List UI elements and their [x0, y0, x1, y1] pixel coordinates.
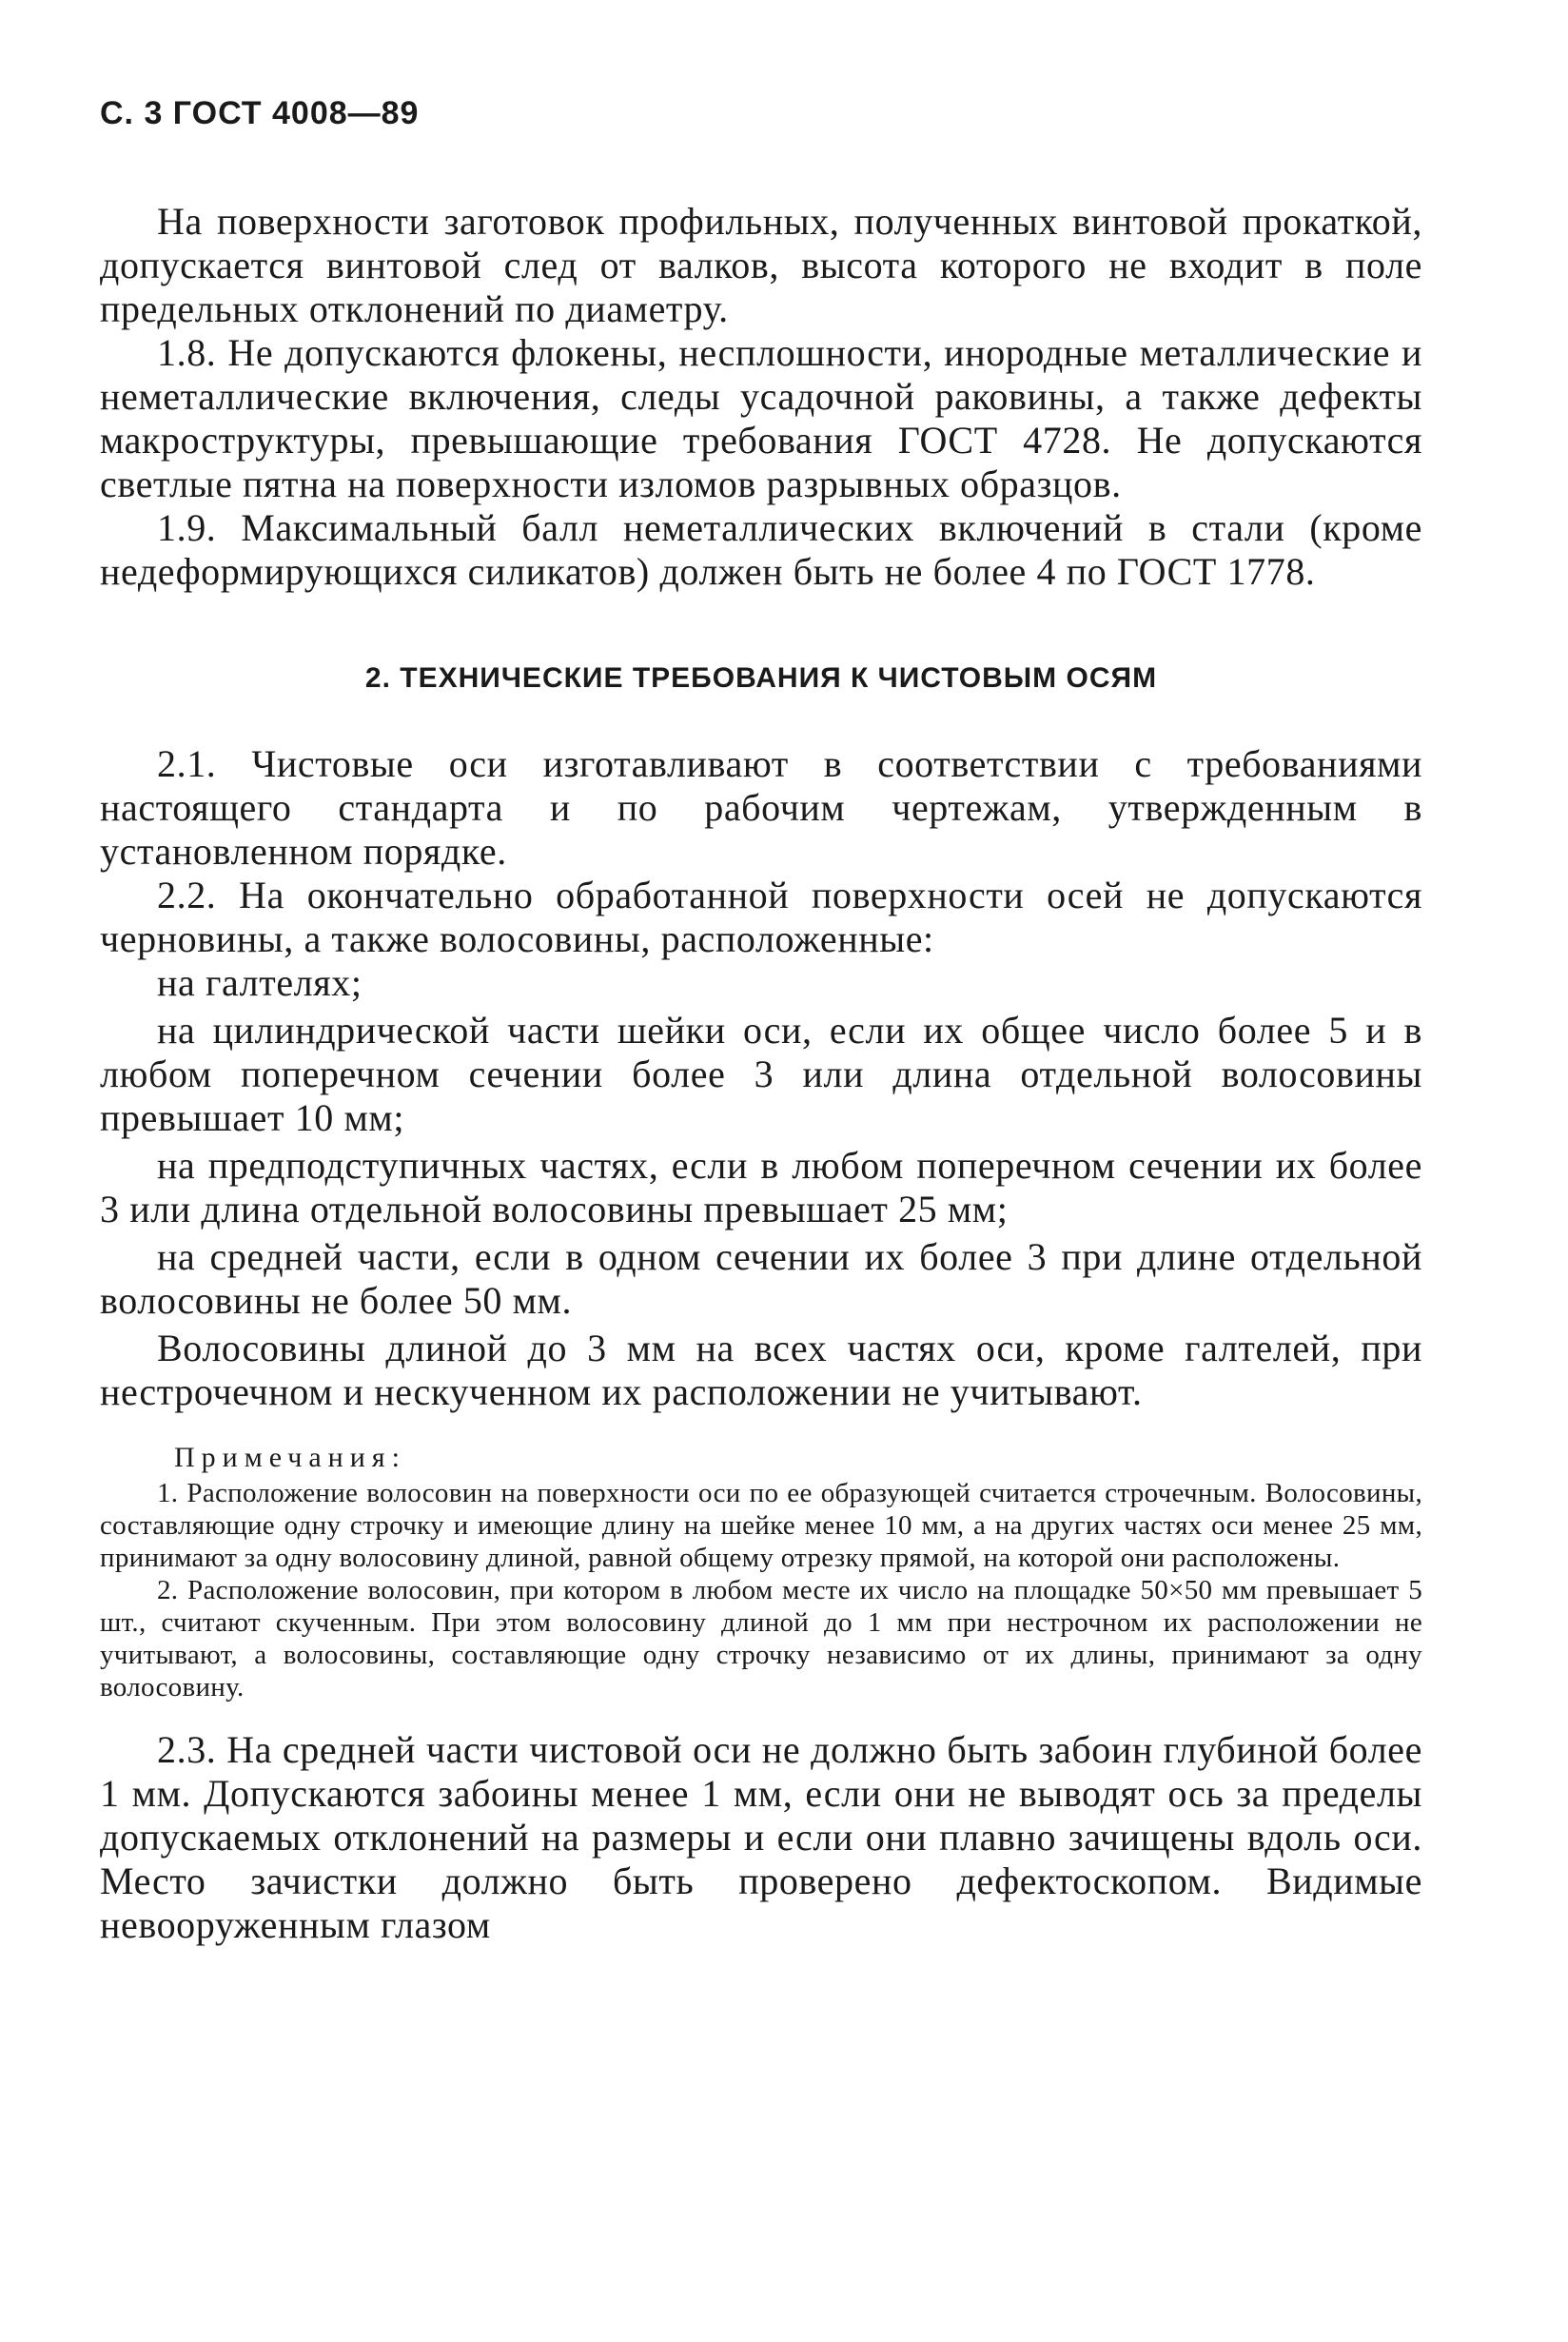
notes-title: Примечания: [174, 1442, 406, 1473]
intro-paragraph: На поверхности заготовок профильных, полученных винтовой прокаткой, допускается винтовой след от валков, высота которого не входит в поле предельных отклонений по диаметру. [100, 200, 1422, 330]
clause-2-2-item: на средней части, если в одном сечении их более 3 при длине отдельной волосовины не более 50 мм. [100, 1235, 1422, 1322]
clause-2-1: 2.1. Чистовые оси изготавливают в соответствии с требованиями настоящего стандарта и по рабочим чертежам, утвержденным в установленном порядке. [100, 742, 1422, 873]
section-2-title: 2. ТЕХНИЧЕСКИЕ ТРЕБОВАНИЯ К ЧИСТОВЫМ ОСЯМ [364, 662, 1158, 694]
clause-2-3: 2.3. На средней части чистовой оси не должно быть забоин глубиной более 1 мм. Допускаются забоины менее 1 мм, если они не выводят ось за пределы допускаемых отклонений на размеры и если они плавно зачищены вдоль оси. Место зачистки должно быть проверено дефектоскопом. Видимые невооруженным глазом [100, 1728, 1422, 1946]
clause-2-2: 2.2. На окончательно обработанной поверхности осей не допускаются черновины, а также волосовины, расположенные: [100, 874, 1422, 960]
page-header: С. 3 ГОСТ 4008—89 [100, 95, 420, 131]
note-item: 1. Расположение волосовин на поверхности оси по ее образующей считается строчечным. Волосовины, составляющие одну строчку и имеющие длину на шейке менее 10 мм, а на других частях оси менее 25 мм, принимают за одну волосовину длиной, равной общему отрезку прямой, на которой они расположены. [100, 1478, 1422, 1573]
note-item: 2. Расположение волосовин, при котором в любом месте их число на площадке 50×50 мм превышает 5 шт., считают скученным. При этом волосовину длиной до 1 мм при нестрочном их расположении не учитывают, а волосовины, составляющие одну строчку независимо от их длины, принимают за одну волосовину. [100, 1575, 1422, 1702]
clause-2-2-item: на галтелях; [157, 961, 363, 1004]
document-page [100, 95, 1422, 1947]
clause-2-2-tail: Волосовины длиной до 3 мм на всех частях оси, кроме галтелей, при нестрочечном и нескученном их расположении не учитывают. [100, 1327, 1422, 1413]
clause-2-2-item: на предподступичных частях, если в любом поперечном сечении их более 3 или длина отдельной волосовины превышает 25 мм; [100, 1144, 1422, 1230]
clause-1-9: 1.9. Максимальный балл неметаллических включений в стали (кроме недеформирующихся силикатов) должен быть не более 4 по ГОСТ 1778. [100, 506, 1422, 593]
clause-1-8: 1.8. Не допускаются флокены, несплошности, инородные металлические и неметаллические включения, следы усадочной раковины, а также дефекты макроструктуры, превышающие требования ГОСТ 4728. Не допускаются светлые пятна на поверхности изломов разрывных образцов. [100, 331, 1422, 505]
clause-2-2-item: на цилиндрической части шейки оси, если их общее число более 5 и в любом поперечном сечении более 3 или длина отдельной волосовины превышает 10 мм; [100, 1009, 1422, 1139]
notes-block [100, 1441, 1422, 1703]
